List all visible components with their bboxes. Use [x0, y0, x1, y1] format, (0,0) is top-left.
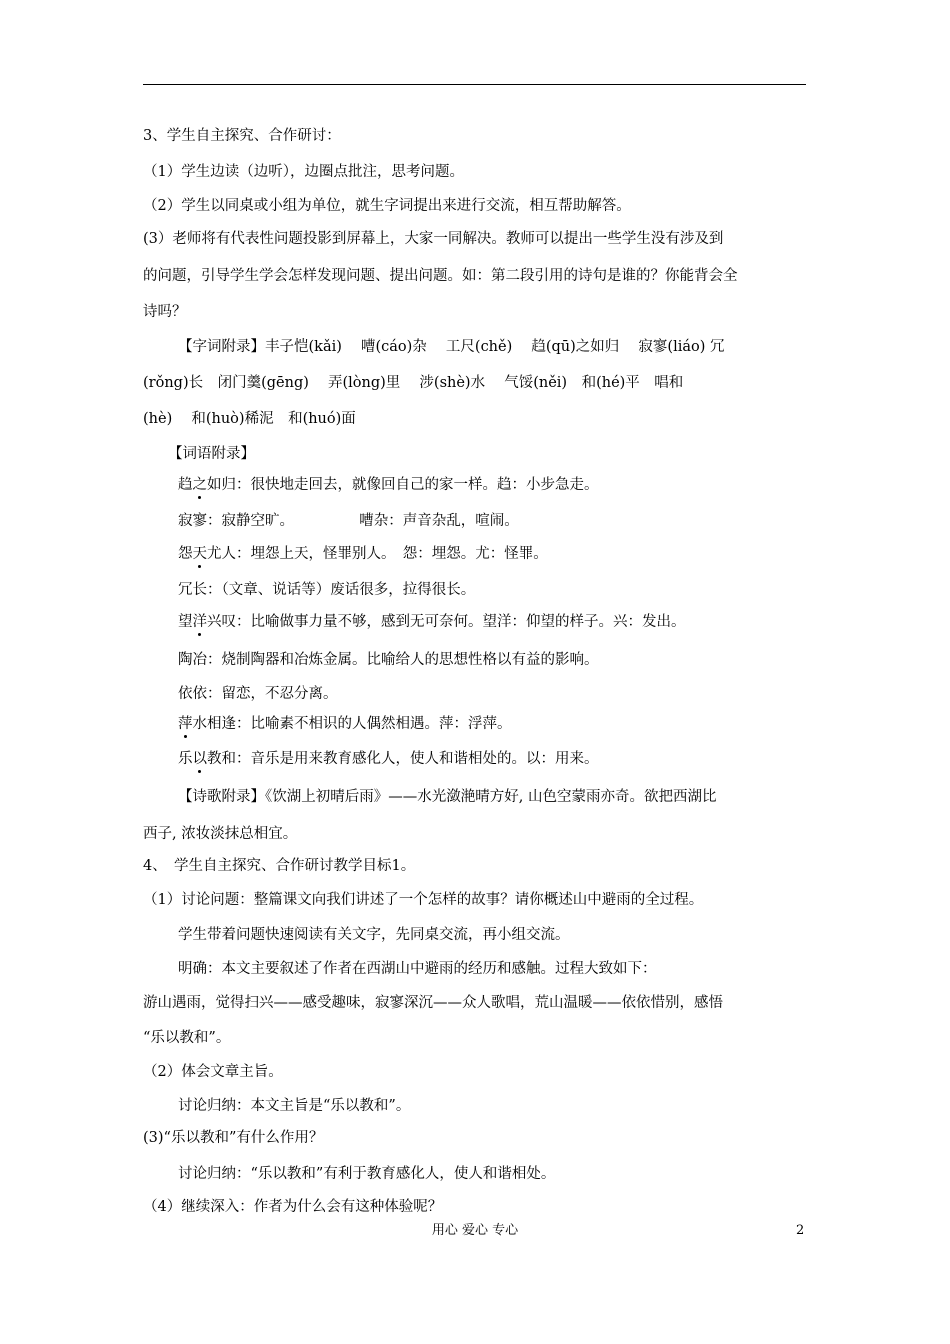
text-line: (rǒng)长 闭门羹(gēng) 弄(lòng)里 涉(shè)水 气馁(něi) 和(hé)平 唱和 — [143, 375, 684, 391]
text-line: 【词语附录】 — [168, 446, 255, 462]
text-line: 诗吗？ — [143, 304, 187, 320]
text-line: （1）学生边读（边听），边圈点批注，思考问题。 — [143, 164, 464, 180]
text-line: 游山遇雨，觉得扫兴——感受趣味，寂寥深沉——众人歌唱，荒山温暖——依依惜别，感悟 — [143, 995, 723, 1011]
text-line: 【诗歌附录】《饮湖上初晴后雨》——水光潋滟晴方好, 山色空蒙雨亦奇。欲把西湖比 — [178, 789, 717, 805]
text-line: 趋之如归：很快地走回去，就像回自己的家一样。趋：小步急走。 — [178, 477, 599, 493]
text-line: （2）体会文章主旨。 — [143, 1064, 283, 1080]
text-line: 3、学生自主探究、合作研讨： — [143, 128, 341, 144]
text-line: 怨天尤人：埋怨上天，怪罪别人。 怨：埋怨。尤：怪罪。 — [178, 546, 548, 562]
emphasis-dot-char: 以 — [192, 751, 207, 767]
text-line: 依依：留恋，不忍分离。 — [178, 686, 338, 702]
text-line: 萍水相逢：比喻素不相识的人偶然相遇。萍：浮萍。 — [178, 716, 512, 732]
footer-motto: 用心 爱心 专心 — [431, 1223, 519, 1238]
text-line: 讨论归纳：本文主旨是“乐以教和”。 — [178, 1098, 411, 1114]
text-line: (hè) 和(huò)稀泥 和(huó)面 — [143, 411, 356, 427]
text-line: 学生带着问题快速阅读有关文字，先同桌交流，再小组交流。 — [178, 927, 570, 943]
text-line: (3）老师将有代表性问题投影到屏幕上，大家一同解决。教师可以提出一些学生没有涉及到 — [143, 231, 724, 247]
text-line: 4、 学生自主探究、合作研讨教学目标1。 — [143, 858, 416, 874]
text-line: 讨论归纳：“乐以教和”有利于教育感化人，使人和谐相处。 — [178, 1166, 556, 1182]
text-line: 冗长：（文章、说话等）废话很多，拉得很长。 — [178, 582, 476, 598]
text-line: 【字词附录】丰子恺(kǎi) 嘈(cáo)杂 工尺(chě) 趋(qū)之如归 寂寥(liáo) 冗 — [178, 339, 725, 355]
text-line: 乐以教和：音乐是用来教育感化人，使人和谐相处的。以：用来。 — [178, 751, 599, 767]
text-line: 西子, 浓妆淡抹总相宜。 — [143, 826, 298, 842]
text-line: 的问题，引导学生学会怎样发现问题、提出问题。如：第二段引用的诗句是谁的？你能背会全 — [143, 268, 738, 284]
text-line: （1）讨论问题：整篇课文向我们讲述了一个怎样的故事？请你概述山中避雨的全过程。 — [143, 892, 704, 908]
emphasis-dot-char: 之 — [192, 477, 207, 493]
text-line: （2）学生以同桌或小组为单位，就生字词提出来进行交流，相互帮助解答。 — [143, 198, 631, 214]
emphasis-dot-char: 萍 — [178, 716, 193, 732]
text-line: 寂寥：寂静空旷。 嘈杂：声音杂乱，喧闹。 — [178, 513, 519, 529]
page-number: 2 — [796, 1223, 805, 1238]
text-line: (3)“乐以教和”有什么作用？ — [143, 1130, 324, 1146]
emphasis-dot-char: 天 — [192, 546, 207, 562]
text-line: 明确：本文主要叙述了作者在西湖山中避雨的经历和感触。过程大致如下： — [178, 961, 657, 977]
text-line: （4）继续深入：作者为什么会有这种体验呢？ — [143, 1199, 443, 1215]
text-line: 陶冶：烧制陶器和冶炼金属。比喻给人的思想性格以有益的影响。 — [178, 652, 599, 668]
header-rule — [143, 84, 806, 85]
text-line: “乐以教和”。 — [143, 1030, 231, 1046]
emphasis-dot-char: 洋 — [192, 614, 207, 630]
text-line: 望洋兴叹：比喻做事力量不够，感到无可奈何。望洋：仰望的样子。兴：发出。 — [178, 614, 686, 630]
